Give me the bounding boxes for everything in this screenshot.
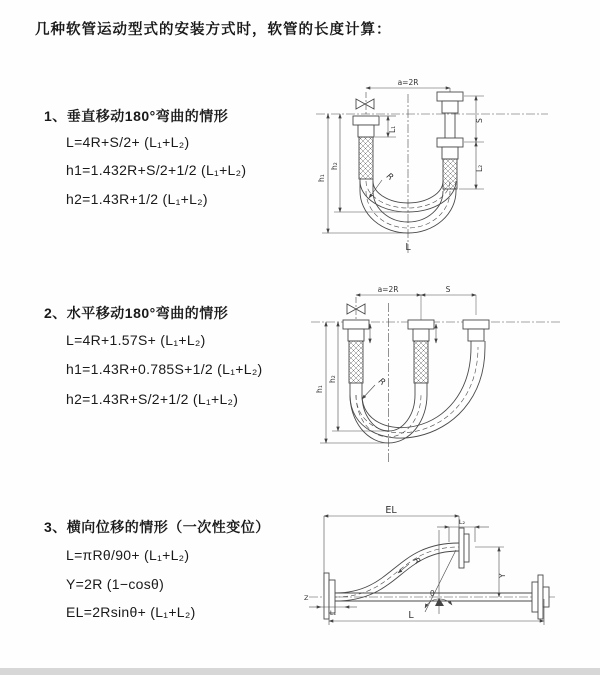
d2-right-flange: [463, 320, 489, 347]
d1-radius-leader: [369, 180, 382, 198]
d3-displaced-hose: [335, 543, 459, 601]
d3-radius-label: R: [410, 555, 423, 567]
section-3-formula-L: L=πRθ/90+ (L₁+L₂): [66, 547, 190, 563]
d3-dim-y-label: Y: [498, 573, 507, 578]
d2-drawing: [311, 295, 561, 463]
d3-radius-leader: [398, 564, 409, 573]
d1-drawing: [316, 88, 548, 254]
valve-icon: [356, 99, 374, 109]
d1-dim-l2-label: L₂: [475, 164, 484, 172]
d1-radius-label: R: [384, 171, 395, 184]
section-3-heading: 3、横向位移的情形（一次性变位）: [44, 519, 270, 535]
d2-radius-label: R: [376, 376, 387, 389]
d3-dim-l2-label: L₂: [458, 518, 466, 526]
d3-centerline-mark: Z: [304, 594, 309, 602]
d1-dim-h2-label: h₂: [330, 162, 339, 170]
d3-dim-l: [329, 599, 544, 625]
diagram-lateral-displacement: [299, 502, 594, 652]
braided-hose-section: [359, 137, 373, 179]
d1-dim-s-label: S: [475, 118, 484, 123]
section-1-formula-L: L=4R+S/2+ (L₁+L₂): [66, 134, 190, 150]
section-2-heading: 2、水平移动180°弯曲的情形: [44, 305, 229, 321]
d2-dim-a2r-label: a=2R: [377, 285, 399, 294]
d1-dim-h1-label: h₁: [317, 174, 326, 182]
section-1-formula-h1: h1=1.432R+S/2+1/2 (L₁+L₂): [66, 162, 247, 178]
d2-dim-s-label: S: [445, 285, 451, 294]
d3-upper-flange: [459, 528, 469, 568]
d2-middle-flange: [408, 320, 434, 395]
d3-right-flange: [532, 575, 549, 619]
d1-length-label: L: [405, 242, 411, 253]
section-1-heading: 1、垂直移动180°弯曲的情形: [44, 108, 229, 124]
d3-dim-el-label: EL: [385, 505, 397, 516]
braided-hose-section: [443, 159, 457, 189]
d1-dim-a2r-label: a=2R: [397, 78, 419, 87]
braided-hose-section: [349, 341, 363, 383]
d2-left-flange: [343, 320, 369, 395]
d1-left-flange: [353, 116, 379, 191]
d2-dim-h2-label: h₂: [328, 375, 337, 383]
section-3-formula-Y: Y=2R (1−cosθ): [66, 576, 165, 592]
section-1-formula-h2: h2=1.43R+1/2 (L₁+L₂): [66, 191, 208, 207]
d3-drawing: [309, 516, 555, 625]
braided-hose-section: [414, 341, 428, 383]
d3-dim-y: [475, 547, 504, 597]
page-title: 几种软管运动型式的安装方式时，软管的长度计算：: [35, 22, 392, 38]
section-2-formula-h2: h2=1.43R+S/2+1/2 (L₁+L₂): [66, 391, 239, 407]
d3-dim-l1-label: L₁: [329, 609, 337, 617]
d1-dim-l1-label: L₁: [388, 125, 397, 133]
d2-dim-h1-label: h₁: [315, 385, 324, 393]
d1-right-flange-upper: [437, 92, 463, 138]
page-bottom-edge: [0, 668, 600, 675]
diagram-vertical-180-bend: [308, 76, 563, 261]
diagram-horizontal-180-bend: [306, 283, 571, 473]
section-2-formula-h1: h1=1.43R+0.785S+1/2 (L₁+L₂): [66, 361, 263, 377]
d3-angle-label: θ: [430, 589, 435, 598]
d2-radius-leader: [362, 385, 375, 399]
d3-dim-l-label: L: [408, 610, 414, 621]
section-3-formula-EL: EL=2Rsinθ+ (L₁+L₂): [66, 604, 196, 620]
section-2-formula-L: L=4R+1.57S+ (L₁+L₂): [66, 332, 206, 348]
